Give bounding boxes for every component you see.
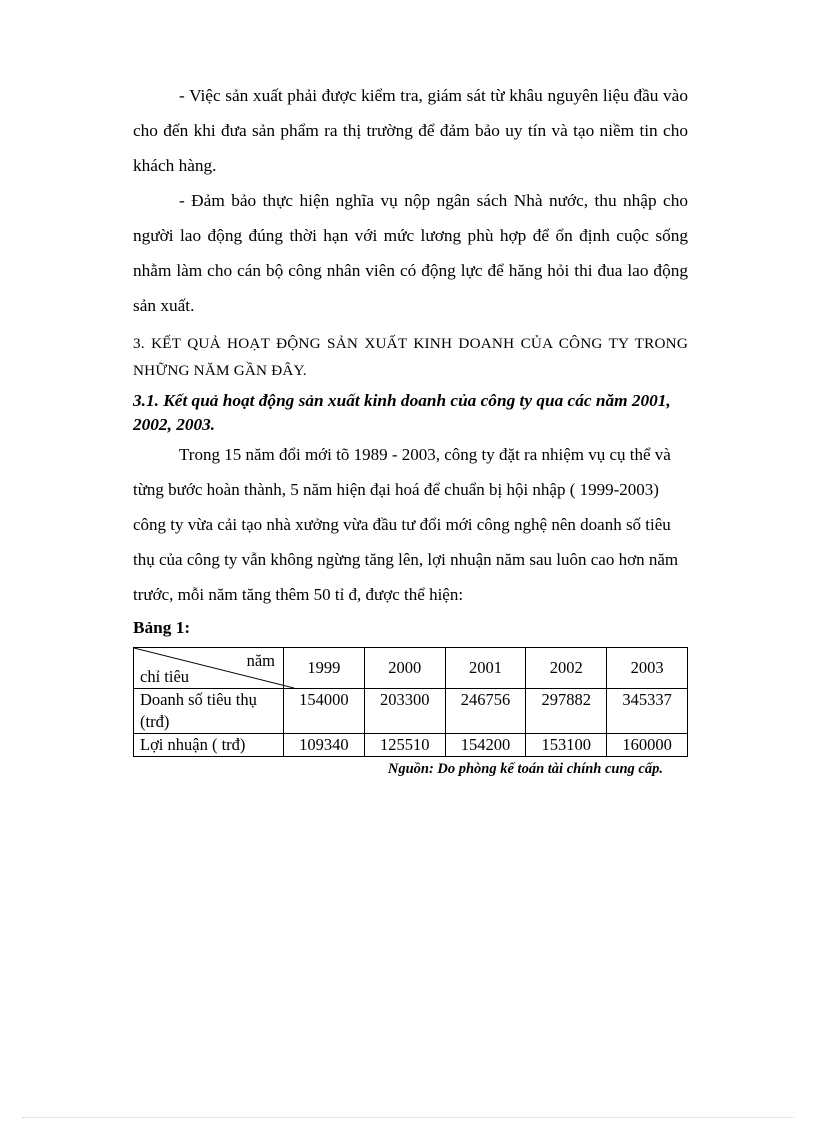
table-header-row xyxy=(134,648,688,689)
page-bottom-divider xyxy=(22,1117,794,1118)
table-label: Bảng 1: xyxy=(133,618,191,637)
row-label-revenue: Doanh số tiêu thụ (trđ) xyxy=(134,689,284,734)
table-row-revenue xyxy=(134,689,688,734)
subsection-heading: 3.1. Kết quả hoạt động sản xuất kinh doanh của công ty qua các năm 2001, 2002, 2003. xyxy=(133,391,671,434)
year-header-cell: 2002 xyxy=(526,648,607,689)
year-header-cell: 1999 xyxy=(284,648,365,689)
table-cell: 160000 xyxy=(607,734,688,757)
table-row-profit xyxy=(134,734,688,757)
table-cell: 154000 xyxy=(284,689,365,734)
table-source-note: Nguồn: Do phòng kế toán tài chính cung cấp. xyxy=(387,761,663,777)
table-cell: 246756 xyxy=(445,689,526,734)
table-cell: 345337 xyxy=(607,689,688,734)
results-table xyxy=(133,647,688,757)
year-header-cell: 2001 xyxy=(445,648,526,689)
year-header-cell: 2000 xyxy=(364,648,445,689)
paragraph-quality-control: - Việc sản xuất phải được kiểm tra, giám sát từ khâu nguyên liệu đầu vào cho đến khi đưa sản phẩm ra thị trường để đảm bảo uy tín và tạo niềm tin cho khách hàng. xyxy=(133,86,688,175)
year-header-cell: 2003 xyxy=(607,648,688,689)
table-cell: 203300 xyxy=(364,689,445,734)
section-heading: 3. KẾT QUẢ HOẠT ĐỘNG SẢN XUẤT KINH DOANH CỦA CÔNG TY TRONG NHỮNG NĂM GẦN ĐÂY. xyxy=(133,335,688,379)
body-paragraph: Trong 15 năm đổi mới tõ 1989 - 2003, công ty đặt ra nhiệm vụ cụ thể và từng bước hoàn thành, 5 năm hiện đại hoá để chuẩn bị hội nhập ( 1999-2003) công ty vừa cải tạo nhà xưởng vừa đầu tư đổi mới công nghệ nên doanh số tiêu thụ của công ty vẫn không ngừng tăng lên, lợi nhuận năm sau luôn cao hơn năm trước, mỗi năm tăng thêm 50 tỉ đ, được thể hiện: xyxy=(133,445,679,604)
document-page xyxy=(133,78,688,778)
row-label-profit: Lợi nhuận ( trđ) xyxy=(134,734,284,757)
table-cell: 297882 xyxy=(526,689,607,734)
table-cell: 125510 xyxy=(364,734,445,757)
table-cell: 109340 xyxy=(284,734,365,757)
paragraph-obligations: - Đảm bảo thực hiện nghĩa vụ nộp ngân sách Nhà nước, thu nhập cho người lao động đúng thời hạn với mức lương phù hợp để ổn định cuộc sống nhằm làm cho cán bộ công nhân viên có động lực để hăng hỏi thi đua lao động sản xuất. xyxy=(133,191,688,315)
table-cell: 154200 xyxy=(445,734,526,757)
corner-label-year: năm xyxy=(246,651,275,670)
table-corner-cell xyxy=(134,648,284,689)
corner-label-indicator: chỉ tiêu xyxy=(140,667,190,686)
table-cell: 153100 xyxy=(526,734,607,757)
